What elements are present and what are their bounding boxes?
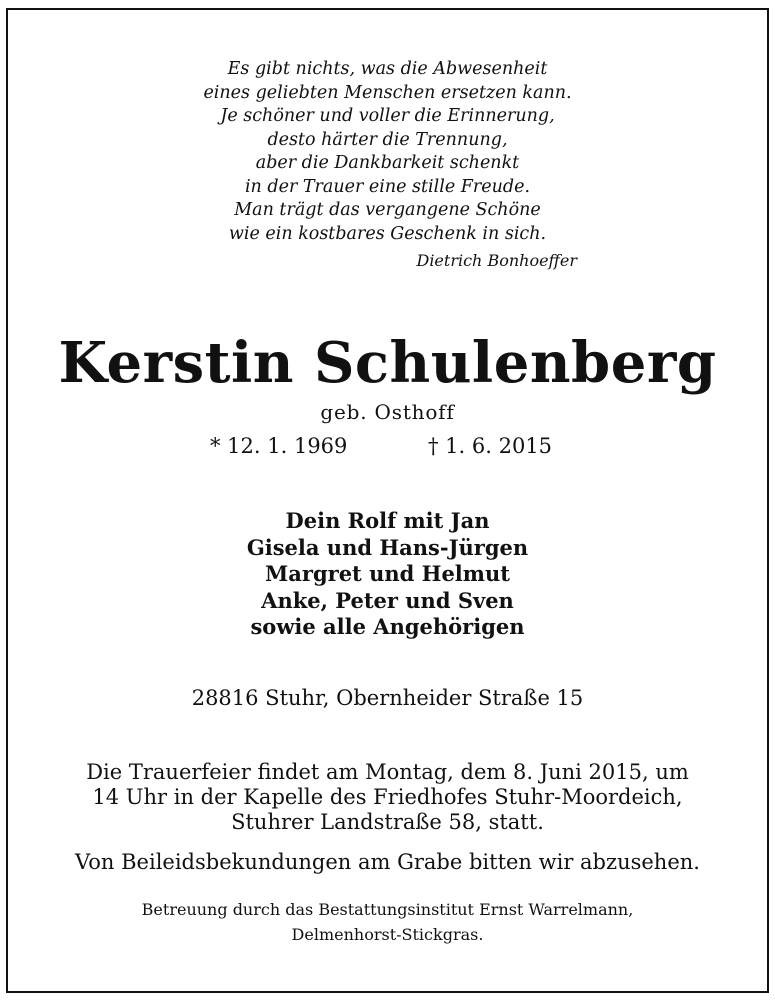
quote-line: in der Trauer eine stille Freude. bbox=[244, 176, 531, 197]
death-date: † 1. 6. 2015 bbox=[428, 434, 553, 458]
mourner-line: Anke, Peter und Sven bbox=[261, 587, 514, 613]
condolence-note: Von Beileidsbekundungen am Grabe bitten wir abzusehen. bbox=[75, 850, 700, 874]
funeral-home-note bbox=[0, 898, 775, 947]
mourners-list bbox=[0, 508, 775, 641]
quote-line: wie ein kostbares Geschenk in sich. bbox=[228, 223, 547, 244]
quote-line: Man trägt das vergangene Schöne bbox=[234, 200, 541, 220]
quote-block bbox=[0, 58, 775, 246]
quote-line: Je schöner und voller die Erinnerung, bbox=[220, 106, 555, 126]
service-details bbox=[0, 760, 775, 835]
mourner-line: Gisela und Hans-Jürgen bbox=[246, 534, 529, 560]
funeral-home-line: Betreuung durch das Bestattungsinstitut Ernst Warrelmann, bbox=[141, 900, 634, 919]
quote-line: eines geliebten Menschen ersetzen kann. bbox=[203, 82, 572, 103]
family-address: 28816 Stuhr, Obernheider Straße 15 bbox=[191, 686, 584, 710]
mourner-line: sowie alle Angehörigen bbox=[250, 614, 525, 639]
birth-date: * 12. 1. 1969 bbox=[210, 434, 348, 458]
quote-line: desto härter die Trennung, bbox=[267, 129, 508, 150]
quote-line: aber die Dankbarkeit schenkt bbox=[255, 153, 520, 173]
funeral-home-line: Delmenhorst-Stickgras. bbox=[291, 924, 484, 944]
service-line: Die Trauerfeier findet am Montag, dem 8. Juni 2015, um bbox=[86, 760, 689, 784]
quote-author: Dietrich Bonhoeffer bbox=[416, 251, 577, 270]
deceased-name: Kerstin Schulenberg bbox=[58, 330, 717, 396]
service-line: 14 Uhr in der Kapelle des Friedhofes Stuhr-Moordeich, bbox=[92, 785, 683, 809]
maiden-name: geb. Osthoff bbox=[320, 400, 455, 424]
service-line: Stuhrer Landstraße 58, statt. bbox=[231, 810, 544, 834]
mourner-line: Margret und Helmut bbox=[265, 561, 510, 586]
mourner-line: Dein Rolf mit Jan bbox=[285, 508, 490, 533]
quote-line: Es gibt nichts, was die Abwesenheit bbox=[227, 59, 548, 79]
